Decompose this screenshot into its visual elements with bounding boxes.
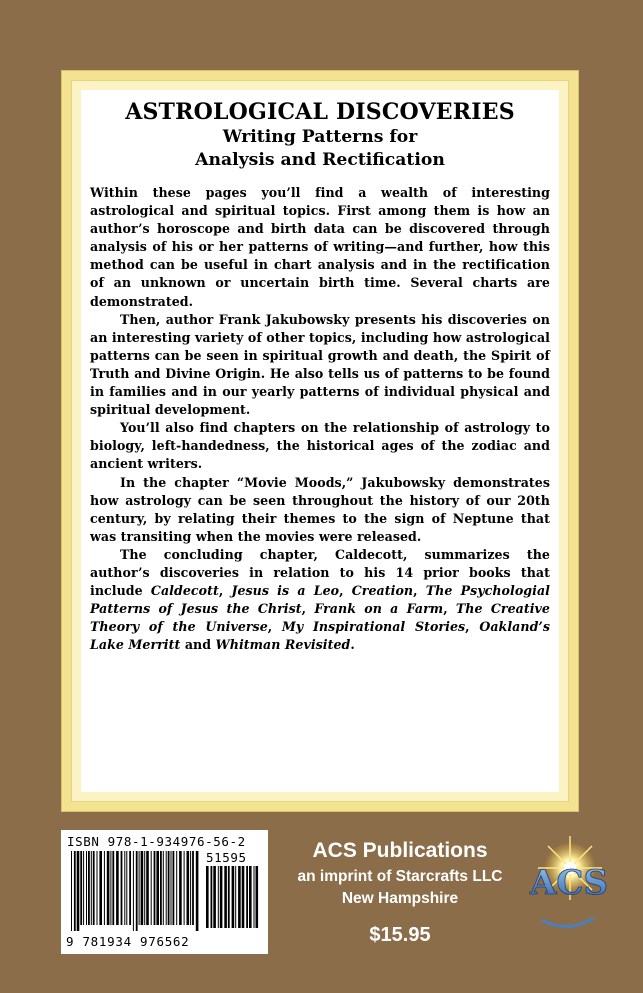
barcode-bar <box>121 851 123 925</box>
barcode-bar <box>129 851 131 925</box>
separator: , <box>339 583 352 599</box>
barcode-bar <box>254 866 255 928</box>
barcode-bar <box>77 851 80 931</box>
period: . <box>350 637 355 653</box>
description-panel <box>81 90 559 792</box>
book-title-whitman-revisited: Whitman Revisited <box>215 637 351 653</box>
barcode-bar <box>86 851 87 925</box>
barcode-bar <box>88 851 90 925</box>
barcode-bar <box>141 851 144 925</box>
barcode-bar <box>224 866 227 928</box>
barcode-bar <box>206 866 209 928</box>
barcode-bar <box>154 851 156 925</box>
barcode-bar <box>211 866 213 928</box>
barcode-bar <box>171 851 172 925</box>
barcode-bar <box>249 866 252 928</box>
book-price: $15.95 <box>369 924 431 946</box>
barcode-bar <box>187 851 190 925</box>
book-title: ASTROLOGICAL DISCOVERIES <box>125 99 515 125</box>
barcode-bar <box>220 866 223 928</box>
barcode-bar <box>179 851 182 925</box>
barcode-bar <box>160 851 162 925</box>
book-subtitle <box>90 126 550 172</box>
barcode-bar <box>97 851 98 925</box>
barcode-bar <box>110 851 111 925</box>
logo-letter-a: ACS <box>530 863 608 903</box>
barcode-bar <box>156 851 159 925</box>
barcode-bar <box>91 851 92 925</box>
isbn-barcode <box>61 830 268 954</box>
barcode-bar <box>176 851 177 925</box>
barcode-bar <box>116 851 119 925</box>
blurb-paragraph-2: Then, author Frank Jakubowsky presents his discoveries on an interesting variety of other topics, including how astrological patterns can be seen in spiritual growth and death, the Spirit of Truth and Divine Origin. He also tells us of patterns to be found in families and in our yearly patterns of individual physical and spiritual development. <box>90 311 550 418</box>
publisher-imprint: an imprint of Starcrafts LLC <box>297 868 503 885</box>
barcode-bar <box>133 851 134 931</box>
book-title-creative-theory: The Creative Theory of the Universe <box>90 601 550 635</box>
barcode-bar <box>173 851 175 925</box>
subtitle-line-2: Analysis and Rectification <box>195 150 445 170</box>
barcode-bar <box>166 851 167 925</box>
book-title-frank-on-a-farm: Frank on a Farm <box>314 601 444 617</box>
book-title-caldecott: Caldecott <box>150 583 219 599</box>
barcode-bar <box>144 851 145 925</box>
barcode-bar <box>256 866 259 928</box>
barcode-bar <box>80 851 82 925</box>
separator: , <box>465 619 480 635</box>
book-title-lake-merritt: Oakland’s Lake Merritt <box>90 619 550 653</box>
isbn-text: ISBN 978-1-934976-56-2 <box>67 834 246 849</box>
separator: , <box>218 583 232 599</box>
blurb-paragraph-1: Within these pages you’ll find a wealth of interesting astrological and spiritual topics. First among them is how an author’s horoscope and birth data can be discovered through analysis of his or her patterns of writing—and further, how this method can be useful in chart analysis and in the rectification of an unknown or uncertain birth time. Several charts are demonstrated. <box>90 185 550 309</box>
barcode-bar <box>184 851 185 925</box>
barcode-bar <box>246 866 248 928</box>
blurb-paragraph-3: You’ll also find chapters on the relationship of astrology to biology, left-handedness, the historical ages of the zodiac and ancient writers. <box>90 420 550 472</box>
barcode-bar <box>136 851 138 931</box>
blurb-paragraph-4: In the chapter “Movie Moods,” Jakubowsky demonstrates how astrology can be seen throughout the history of our 20th century, by relating their themes to the sign of Neptune that was transiting when the movies were released. <box>90 474 550 544</box>
barcode-bar <box>107 851 110 925</box>
barcode-bar <box>93 851 95 925</box>
barcode-bar <box>168 851 170 925</box>
barcode-bar <box>213 866 216 928</box>
barcode-bar <box>196 851 199 931</box>
barcode-bar <box>151 851 152 925</box>
barcode-bar <box>112 851 114 925</box>
separator: , <box>301 601 315 617</box>
publisher-name: ACS Publications <box>312 839 488 862</box>
acs-logo-icon <box>524 834 608 934</box>
barcode-bar <box>218 866 219 928</box>
barcode-bar <box>146 851 149 925</box>
book-title-psychological-patterns: The Psychologial Patterns of Jesus the Christ <box>90 583 551 617</box>
barcode-bar <box>242 866 245 928</box>
blurb-paragraph-5 <box>90 546 550 655</box>
barcode-bar <box>139 851 140 925</box>
cover-frame <box>61 70 579 812</box>
barcode-bar <box>163 851 164 925</box>
barcode-bar <box>104 851 105 925</box>
barcode-bar <box>126 851 127 925</box>
separator: , <box>443 601 456 617</box>
barcode-bar <box>83 851 84 925</box>
publisher-block <box>282 838 518 948</box>
barcode-bar <box>228 866 230 928</box>
subtitle-line-1: Writing Patterns for <box>222 127 418 147</box>
separator: and <box>180 637 216 653</box>
barcode-bar <box>190 851 191 925</box>
book-title-inspirational-stories: My Inspirational Stories <box>281 619 466 635</box>
barcode-bar <box>232 866 235 928</box>
book-title-creation: Creation <box>351 583 414 599</box>
barcode-bar <box>99 851 102 925</box>
ean-bars <box>71 851 199 933</box>
price-code: 51595 <box>206 850 247 865</box>
barcode-bar <box>124 851 125 925</box>
separator: , <box>413 583 426 599</box>
paragraph-5-intro: The concluding chapter, Caldecott, summarizes the author’s discoveries in relation to his 14 prior books that include <box>90 546 550 599</box>
barcode-bar <box>238 866 241 928</box>
addon-bars <box>206 866 262 928</box>
book-title-jesus-is-a-leo: Jesus is a Leo <box>231 583 340 599</box>
barcode-bar <box>74 851 76 931</box>
barcode-bar <box>192 851 194 925</box>
barcode-bar <box>71 851 72 931</box>
separator: , <box>267 619 282 635</box>
ean-number: 9 781934 976562 <box>66 934 190 949</box>
publisher-location: New Hampshire <box>341 890 459 907</box>
barcode-bar <box>235 866 236 928</box>
blurb <box>90 184 550 654</box>
